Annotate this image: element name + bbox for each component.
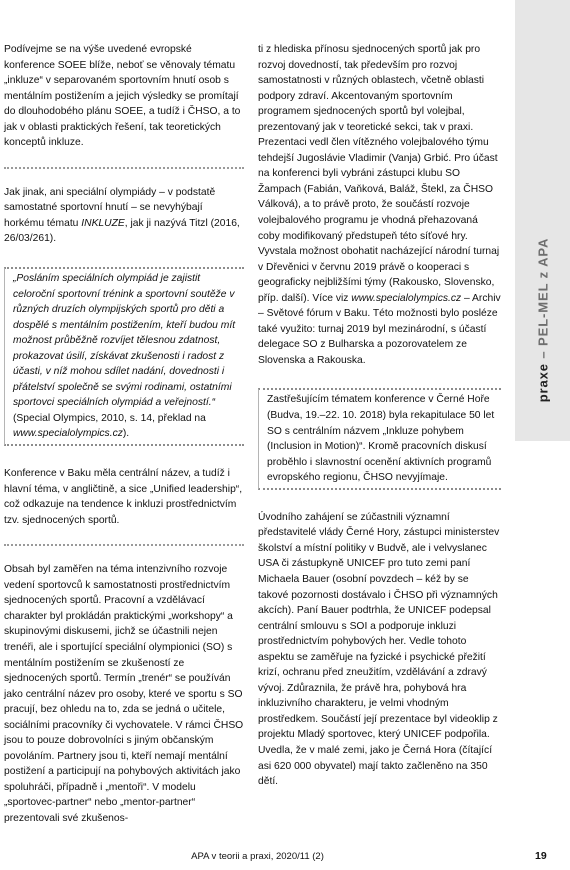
info-box — [258, 388, 501, 489]
specialolympics-link[interactable]: www.specialolympics.cz — [351, 292, 462, 304]
section-label — [535, 238, 550, 403]
info-box-text: Zastřešujícím tématem konference v Černé Hoře (Budva, 19.–22. 10. 2018) byla rekapitulace 50 let SO s centrálním názvem „Inkluze pohybem (Inclusion in Motion)“. Kromě pracovních diskusí proběhlo i slavnostní ocenění aktivních programů evropského regionu, ČHSO nevyjímaje. — [267, 394, 495, 484]
left-column — [4, 42, 244, 827]
page-number: 19 — [535, 850, 547, 862]
quote-citation: (Special Olympics, 2010, s. 14, překlad na — [13, 412, 206, 424]
right-paragraph-1: ti z hlediska přínosu sjednocených sportů jak pro rozvoj dovedností, tak především pro rozvoj samostatnosti v různých oblastech, včetně oblasti podpory zdraví. Akcentovaným sportovním programem sjednocených sportů byl volejbal, prezentovaný jak v teoretické sekci, tak v praxi. Prezentaci vedl člen vítězného volejbalového týmu tehdejší Jugoslávie Vladimir (Vanja) Grbić. Pro účast na konferenci byli vybráni zástupci klubu SO Žampach (Fabián, Vaňková, Baláž, Štekl, za ČHSO Válková), a to právě proto, že součástí rozvoje volejbalového programu je vhodná přehazovaná coby modifikovaný předstupeň této síťové hry. Vyvstala možnost obohatit nacházející národní turnaj v Dřevěnici v červnu 2019 právě o kooperaci s geograficky nejbližšími týmy (Rakousko, Slovensko, příp. další). Více viz www.specialolympics.cz – Archiv – Světové fórum v Baku. Této možnosti bylo posléze také využito: turnaj 2019 byl mezinárodní, s účastí delegace SO z Bulharska a pozorovatelem ze Slovenska a Rakouska. — [258, 44, 501, 366]
right-column — [258, 42, 501, 790]
right-paragraph-2: Úvodního zahájení se zúčastnili významní představitelé vlády Černé Hory, zástupci ministerstev školství a místní politiky v Budvě, ale i velvyslanec USA či zástupkyně UNICEF pro tuto zemi paní Michaela Bauer (osobní povzdech – kéž by se takové pozornosti dostávalo i ČHSO při významných akcích). Paní Bauer podtrhla, že UNICEF podepsal centrální smlouvu s SOI a podporuje inkluzi prostřednictvím pohybových her. Vedle tohoto aspektu se zaměřuje na fyzické i psychické přežití krizí, ochranu před zneužitím, vzdělávání a zdravý vývoj. Zdůraznila, že právě hra, pohybová hra inkluzivního charakteru, je velmi vhodným prostředkem. Součástí její prezentace byl videoklip z projektu Mladý sportovec, který UNICEF podpořila. Uvedla, že v malé zemi, jako je Černá Hora (čítající asi 620 000 obyvatel) mají takto začleněno na 350 dětí. — [258, 511, 500, 788]
section-label-pelmel: PEL-MEL z APA — [535, 237, 550, 346]
quote-box — [4, 267, 244, 446]
left-paragraph-1: Podívejme se na výše uvedené evropské konference SOEE blíže, neboť se věnovaly tématu „inkluze“ v separovaném sportovním hnutí osob s mentálním postižením a jejich výsledky se promítají do dlouhodobého plánu SOEE, a tudíž i ČHSO, a to jak v oblasti praktických řešení, tak teoretických konceptů inkluze. — [4, 44, 241, 149]
left-paragraph-4: Obsah byl zaměřen na téma intenzivního rozvoje vedení sportovců k samostatnosti prostřednictvím sjednocených sportů. Pracovní a vzdělávací charakter byl prokládán praktickými „workshopy“ a skupinovými diskusemi, jichž se účastnili nejen trenéři, ale i sportující speciální olympionici (SO) s mentálním postižením se zkušeností ze sjednocených sportů. Termín „trenér“ se používán jako centrální název pro osoby, které ve sportu s SO pracují, bez ohledu na to, zda se jedná o učitele, sociálními pracovníky či vychovatele. V rámci ČHSO jsou to pouze dobrovolníci s jiným občanským povoláním. Partnery jsou ti, kteří nemají mentální postižení a participují na pohybových aktivitách jako spoluhráči, případně i „mentoři“. V modelu „sportovec-partner“ nebo „mentor-partner“ prezentovali své zkušenos- — [4, 564, 244, 824]
section-sidebar — [515, 0, 570, 441]
left-paragraph-2: Jak jinak, ani speciální olympiády – v podstatě samostatné sportovní hnutí – se nevyhýbají horkému tématu INKLUZE, jak ji nazývá Titzl (2016, 26/03/261). — [4, 186, 240, 245]
journal-citation: APA v teorii a praxi, 2020/11 (2) — [191, 851, 324, 862]
section-label-dash: – — [535, 345, 550, 364]
section-label-praxe: praxe — [535, 363, 550, 403]
quote-citation-url[interactable]: www.specialolympics.cz — [13, 428, 123, 440]
quote-text: „Posláním speciálních olympiád je zajistit celoroční sportovní trénink a sportovní soutěže v různých druzích olympijských sportů pro děti a dospělé s mentálním postižením, kteří budou mít možnost průběžně rozvíjet tělesnou zdatnost, prokazovat úsilí, získávat zkušenosti i radost z účasti, v níž mohou sdílet nadání, dovednosti i přátelství společně se svými rodinami, ostatními sportovci speciálních olympiád a veřejností.“ (Special Olympics, 2010, s. 14, překlad na www.specialolympics.cz). — [13, 273, 236, 440]
inkluze-emphasis: INKLUZE — [81, 217, 125, 229]
left-paragraph-3: Konference v Baku měla centrální název, a tudíž i hlavní téma, v angličtině, a sice „Unified leadership“, což odkazuje na tendence k inkluzi prostřednictvím tzv. sjednocených sportů. — [4, 468, 243, 526]
